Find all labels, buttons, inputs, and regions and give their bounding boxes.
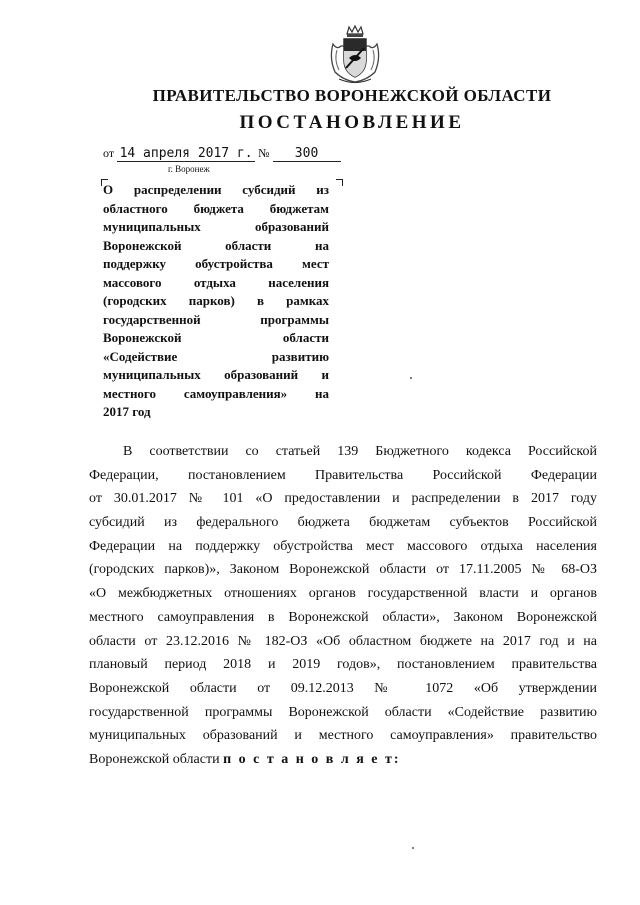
subject-line: (городских парков) в рамках [103,293,329,308]
subject-line: «Содействие развитию [103,348,329,364]
preamble-paragraph [89,440,597,772]
paragraph-line: «О межбюджетных отношениях органов государственной власти и органов [89,586,597,602]
paragraph-line: государственной программы Воронежской области «Содействие развитию [89,704,597,720]
paragraph-line: субсидий из федерального бюджета бюджетам субъектов Российской [89,515,597,531]
scan-speck [410,377,412,379]
paragraph-line: (городских парков)», Законом Воронежской области от 17.11.2005 № 68-ОЗ [89,562,597,578]
date-prefix-label: от [103,146,115,160]
registration-line [103,146,341,162]
paragraph-line: Воронежской области от 09.12.2013 № 1072 «Об утверждении [89,680,597,696]
subject-line: областного бюджета бюджетам [103,200,329,216]
paragraph-last-line [89,748,597,772]
paragraph-last-line-text: Воронежской области [89,751,224,767]
resolution-verb: п о с т а н о в л я е т: [223,751,401,767]
document-subject [103,181,329,422]
coat-of-arms-icon [325,24,385,86]
subject-corner-right [336,179,343,186]
paragraph-line: Федерации на поддержку обустройства мест массового отдыха населения [89,538,597,554]
subject-line: поддержку обустройства мест [103,256,329,271]
subject-line: Воронежской области на [103,237,329,253]
subject-line: государственной программы [103,311,329,327]
paragraph-line: от 30.01.2017 № 101 «О предоставлении и распределении в 2017 году [89,491,597,507]
paragraph-line: местного самоуправления в Воронежской области», Законом Воронежской [89,609,597,625]
paragraph-line: Федерации, постановлением Правительства Российской Федерации [89,467,597,483]
document-date: 14 апреля 2017 г. [117,146,255,162]
subject-line: муниципальных образований и [103,367,329,382]
scan-speck [412,847,414,849]
government-title: ПРАВИТЕЛЬСТВО ВОРОНЕЖСКОЙ ОБЛАСТИ [152,86,552,105]
subject-line: массового отдыха населения [103,274,329,290]
paragraph-line: плановый период 2018 и 2019 годов», постановлением правительства [89,657,597,673]
subject-line: 2017 год [103,404,151,419]
city-label: г. Воронеж [168,164,210,174]
paragraph-line: муниципальных образований и местного самоуправления» правительство [89,728,597,744]
paragraph-line: области от 23.12.2016 № 182-ОЗ «Об областном бюджете на 2017 год и на [89,633,597,649]
paragraph-line: В соответствии со статьей 139 Бюджетного кодекса Российской [123,444,597,459]
number-label: № [258,146,270,160]
subject-line: муниципальных образований [103,219,329,234]
subject-line: местного самоуправления» на [103,385,329,401]
subject-line: О распределении субсидий из [103,182,329,197]
document-type-title: ПОСТАНОВЛЕНИЕ [239,112,465,133]
document-number: 300 [273,146,341,162]
subject-line: Воронежской области [103,330,329,345]
